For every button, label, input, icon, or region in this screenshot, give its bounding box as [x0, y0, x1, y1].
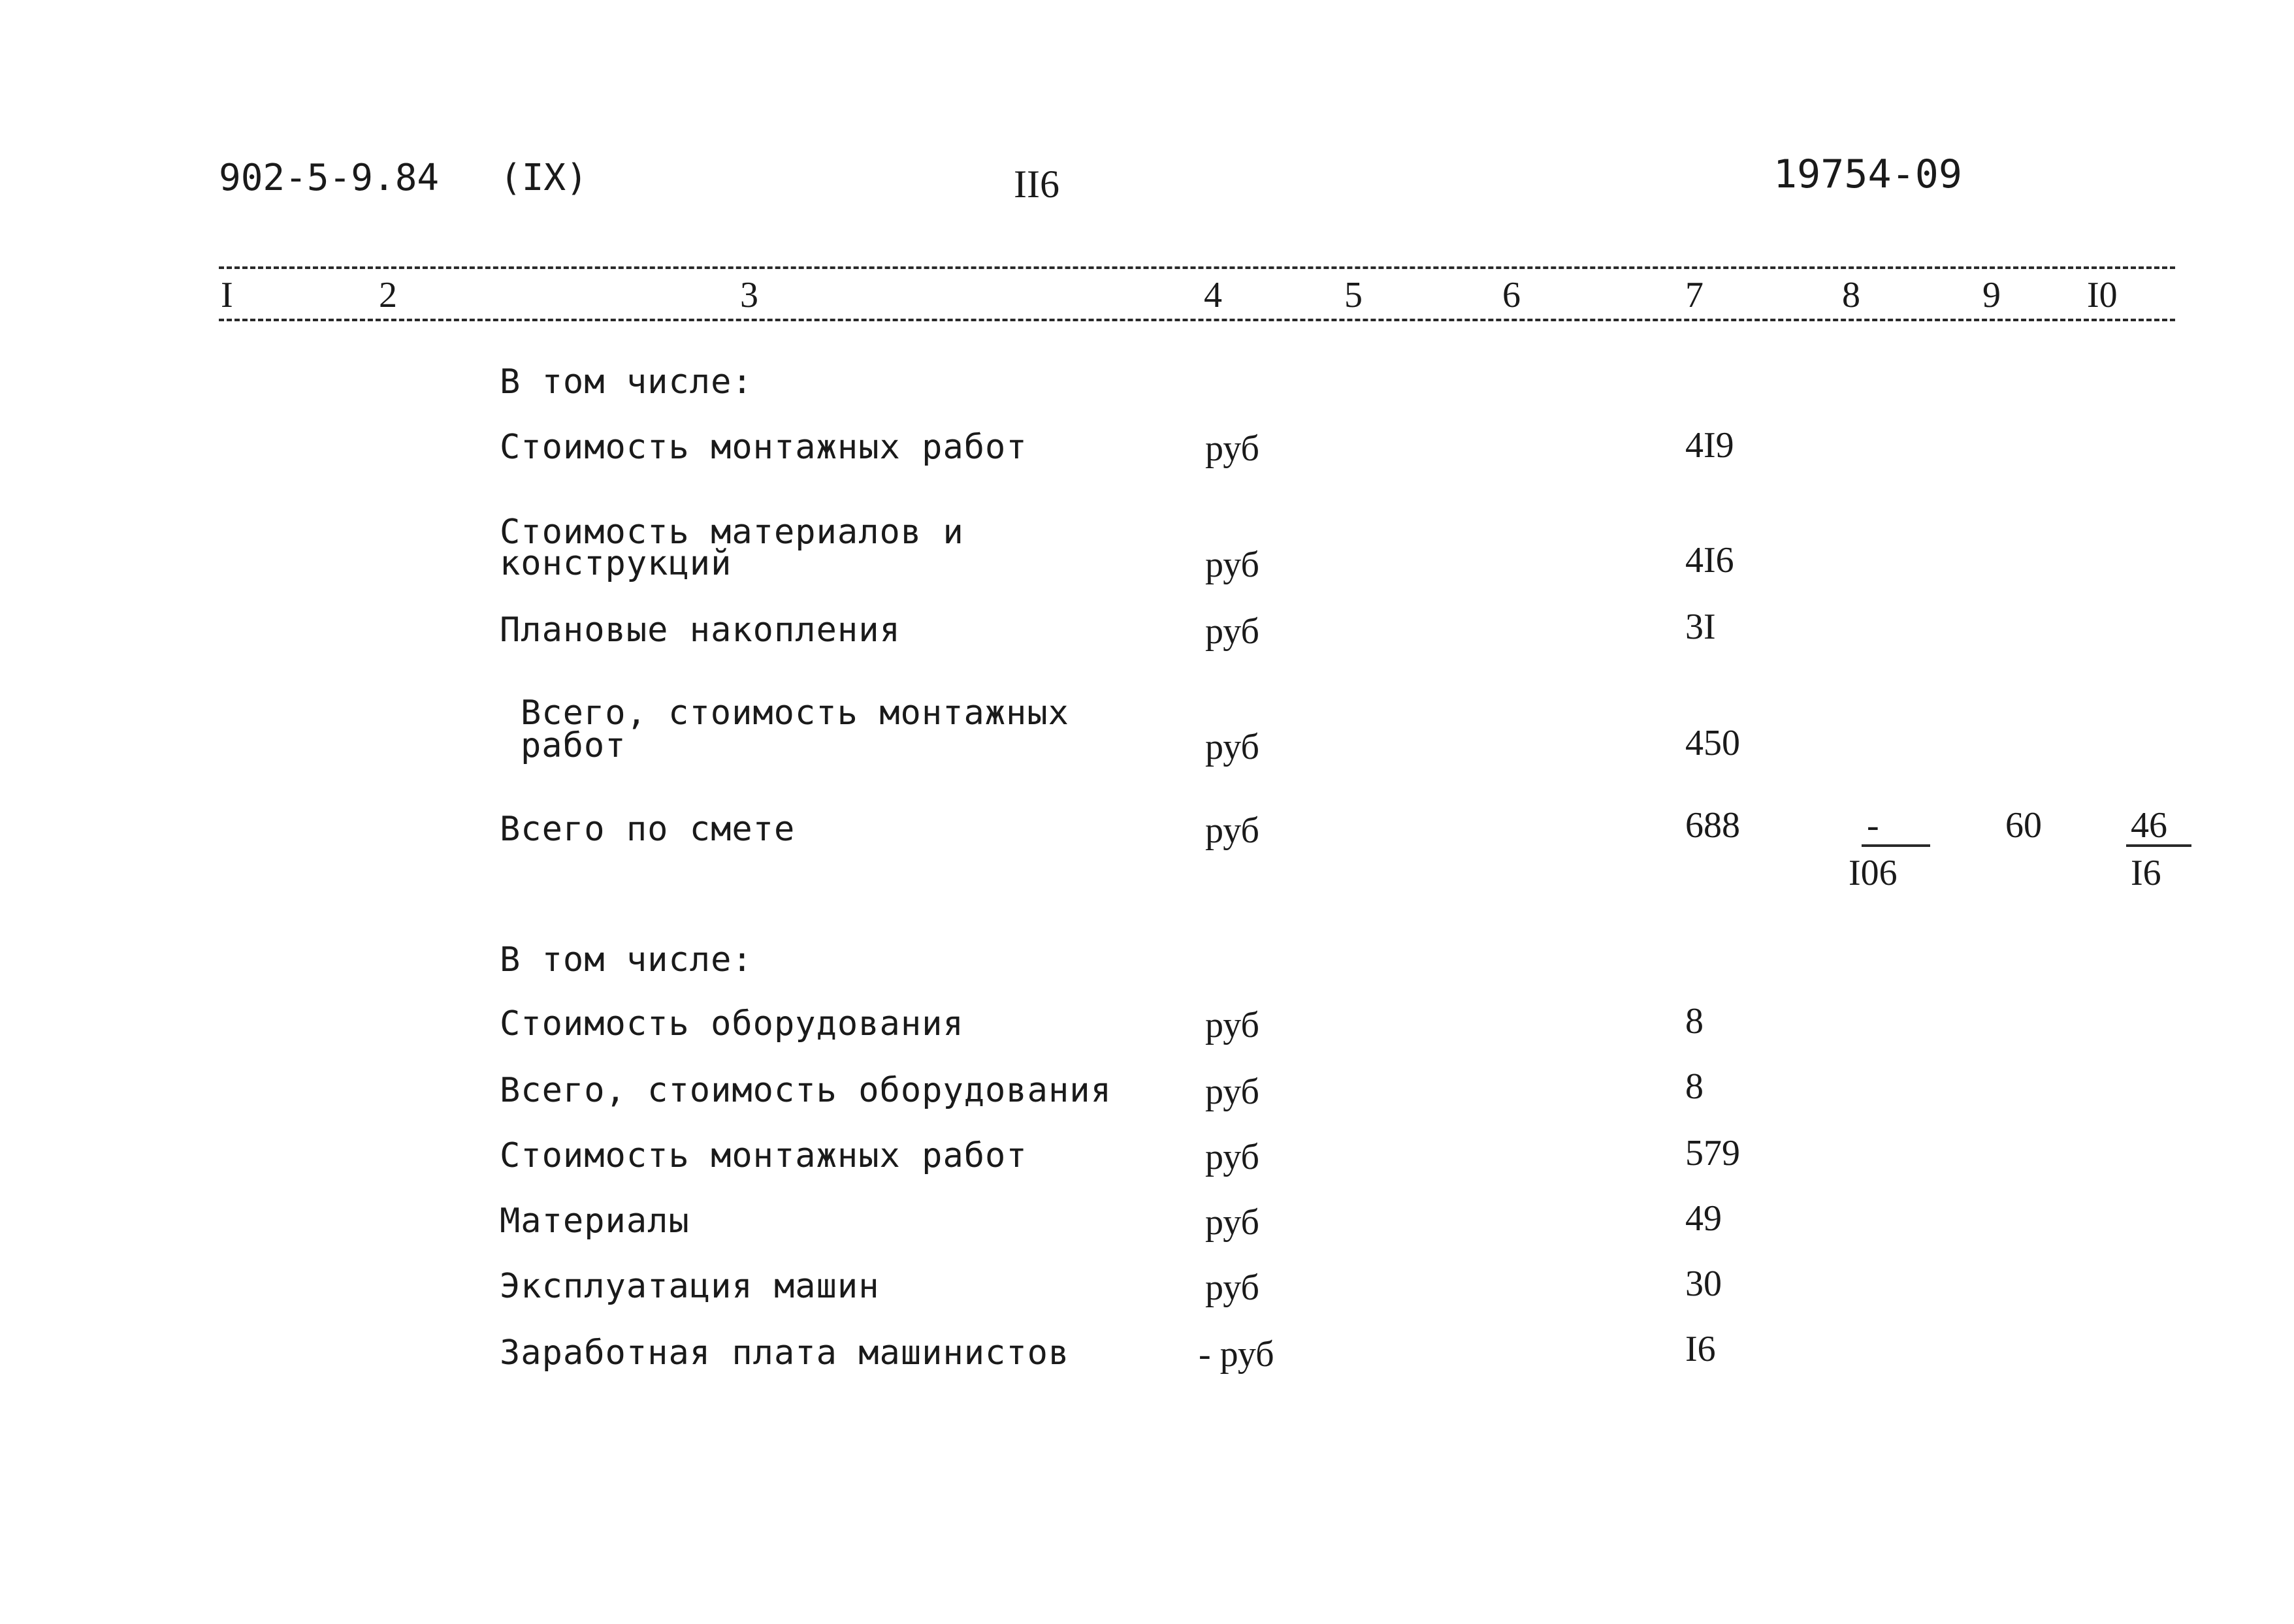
row-label: Стоимость монтажных работ — [500, 1136, 1027, 1175]
row-label: В том числе: — [500, 362, 753, 402]
row-label: Стоимость монтажных работ — [500, 428, 1027, 467]
row-label: Эксплуатация машин — [500, 1267, 880, 1306]
row-label: Материалы — [500, 1202, 690, 1241]
fraction-col8-denominator: I06 — [1849, 853, 1898, 893]
fraction-col10-numerator: 46 — [2131, 805, 2167, 846]
row-value-col7: 8 — [1685, 1066, 1704, 1107]
row-label: Заработная плата машинистов — [500, 1333, 1070, 1373]
column-header-9: 9 — [1982, 275, 2001, 315]
column-header-5: 5 — [1344, 275, 1363, 315]
row-label: Плановые накопления — [500, 611, 901, 650]
fraction-col8-bar — [1862, 844, 1930, 847]
row-unit: руб — [1205, 1072, 1260, 1112]
row-unit: руб — [1205, 1202, 1260, 1243]
table-top-rule — [219, 266, 2175, 269]
table-header-rule — [219, 319, 2175, 321]
row-label: В том числе: — [500, 940, 753, 979]
reference-number: 19754-09 — [1773, 151, 1962, 197]
row-label-line1: Всего, стоимость монтажных — [521, 693, 1069, 733]
row-label-line2: работ — [521, 726, 626, 765]
row-label: Всего, стоимость оборудования — [500, 1071, 1112, 1110]
row-unit: - руб — [1199, 1334, 1274, 1375]
page-number: II6 — [1014, 163, 1059, 206]
fraction-col10-denominator: I6 — [2131, 853, 2161, 893]
row-unit: руб — [1205, 810, 1260, 851]
row-unit: руб — [1205, 611, 1260, 652]
column-header-7: 7 — [1685, 275, 1704, 315]
row-unit: руб — [1205, 1267, 1260, 1308]
column-header-8: 8 — [1842, 275, 1860, 315]
fraction-col10-bar — [2126, 844, 2191, 847]
row-label: Всего по смете — [500, 810, 796, 849]
row-value-col7: I6 — [1685, 1329, 1716, 1369]
row-unit: руб — [1205, 1005, 1260, 1045]
fraction-col8-numerator: - — [1867, 805, 1879, 846]
row-unit: руб — [1205, 428, 1260, 469]
row-value-col7: 3I — [1685, 607, 1716, 647]
row-value-col7: 450 — [1685, 723, 1740, 763]
row-value-col7: 8 — [1685, 1001, 1704, 1042]
column-header-2: 2 — [379, 275, 397, 315]
row-label-line1: Стоимость материалов и — [500, 513, 964, 552]
row-unit: руб — [1205, 545, 1260, 585]
row-value-col7: 49 — [1685, 1198, 1722, 1239]
row-value-col7: 579 — [1685, 1133, 1740, 1173]
doc-code: 902-5-9.84 — [219, 157, 440, 199]
column-header-3: 3 — [740, 275, 758, 315]
doc-section-roman: (IX) — [500, 157, 588, 199]
row-unit: руб — [1205, 727, 1260, 767]
column-header-4: 4 — [1204, 275, 1222, 315]
row-label: Стоимость оборудования — [500, 1004, 964, 1043]
row-value-col9: 60 — [2005, 805, 2042, 846]
row-label-line2: конструкций — [500, 544, 732, 583]
row-value-col7: 4I6 — [1685, 540, 1734, 581]
column-header-1: I — [221, 275, 233, 315]
row-value-col7: 4I9 — [1685, 425, 1734, 466]
column-header-10: I0 — [2087, 275, 2118, 315]
row-value-col7: 30 — [1685, 1264, 1722, 1304]
column-header-6: 6 — [1502, 275, 1521, 315]
row-value-col7: 688 — [1685, 805, 1740, 846]
row-unit: руб — [1205, 1137, 1260, 1177]
